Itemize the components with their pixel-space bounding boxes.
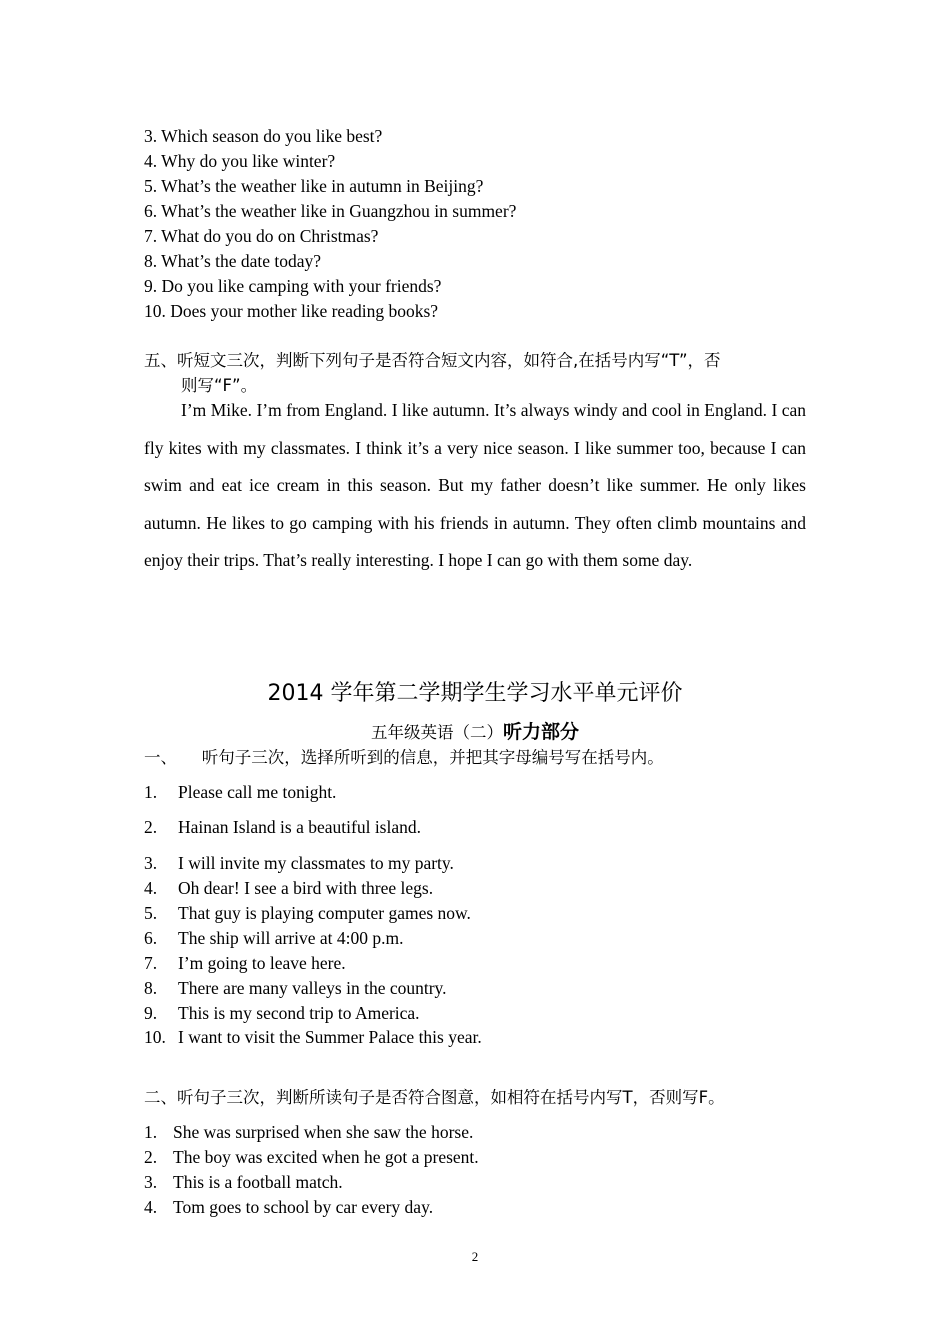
item-number: 6. [144,928,158,948]
item-number: 1. [144,1122,158,1142]
item-text: This is my second trip to America. [178,1003,420,1023]
page-number: 2 [471,1249,479,1264]
item-number: 3. [144,1172,158,1192]
item-text: Oh dear! I see a bird with three legs. [178,878,434,898]
item-number: 5. [144,903,158,923]
item-text: She was surprised when she saw the horse. [173,1122,474,1142]
item-text: The boy was excited when he got a present. [173,1147,479,1167]
list-item [144,1001,420,1026]
question-line: 3. Which season do you like best? [144,126,383,146]
list-item [144,780,336,805]
list-item [144,1195,433,1220]
list-item [144,1120,473,1145]
question-line: 10. Does your mother like reading books? [144,301,439,321]
item-number: 2. [144,817,158,837]
list-item [144,926,404,951]
item-number: 1. [144,782,158,802]
item-number: 8. [144,978,158,998]
item-text: That guy is playing computer games now. [178,903,471,923]
item-number: 3. [144,853,158,873]
item-text: I’m going to leave here. [178,953,346,973]
item-number: 4. [144,878,158,898]
list-item [144,976,447,1001]
item-text: Hainan Island is a beautiful island. [178,817,421,837]
list-item [144,1025,482,1050]
subtitle-grade: 五年级英语（二） [370,723,503,742]
question-line: 7. What do you do on Christmas? [144,226,379,246]
question-line: 5. What’s the weather like in autumn in Beijing? [144,176,484,196]
list-item [144,876,433,901]
section2-instruction: 二、听句子三次，判断所读句子是否符合图意，如相符在括号内写T，否则写F。 [144,1088,725,1107]
list-item [144,851,454,876]
item-text: I want to visit the Summer Palace this year. [178,1027,482,1047]
list-item [144,951,346,976]
item-text: There are many valleys in the country. [178,978,447,998]
item-number: 2. [144,1147,158,1167]
question-line: 4. Why do you like winter? [144,151,336,171]
question-line: 6. What’s the weather like in Guangzhou in summer? [144,201,517,221]
question-line: 8. What’s the date today? [144,251,322,271]
exam-subtitle [0,718,950,747]
list-item [144,1145,479,1170]
listening-passage: I’m Mike. I’m from England. I like autumn. It’s always windy and cool in England. I can fly kites with my classmates. I think it’s a very nice season. I like summer too, because I can swim and eat ice cream in this season. But my father doesn’t like summer. He only likes autumn. He likes to go camping with his friends in autumn. They often climb mountains and enjoy their trips. That’s really interesting. I hope I can go with them some day. [144,400,806,570]
item-number: 4. [144,1197,158,1217]
list-item [144,815,421,840]
part5-instruction: 五、听短文三次，判断下列句子是否符合短文内容，如符合,在括号内写“T”，否 [144,351,721,370]
item-text: This is a football match. [173,1172,343,1192]
item-text: Tom goes to school by car every day. [173,1197,434,1217]
item-text: Please call me tonight. [178,782,337,802]
item-number: 10. [144,1027,166,1047]
question-line: 9. Do you like camping with your friends? [144,276,442,296]
item-number: 7. [144,953,158,973]
item-text: The ship will arrive at 4:00 p.m. [178,928,404,948]
list-item [144,1170,343,1195]
exam-title: 2014 学年第二学期学生学习水平单元评价 [267,681,683,706]
part5-instruction-cont: 则写“F”。 [181,376,258,395]
section1-instruction: 一、 听句子三次，选择所听到的信息，并把其字母编号写在括号内。 [144,748,664,767]
list-item [144,901,471,926]
subtitle-section: 听力部分 [502,721,579,743]
item-number: 9. [144,1003,158,1023]
item-text: I will invite my classmates to my party. [178,853,454,873]
